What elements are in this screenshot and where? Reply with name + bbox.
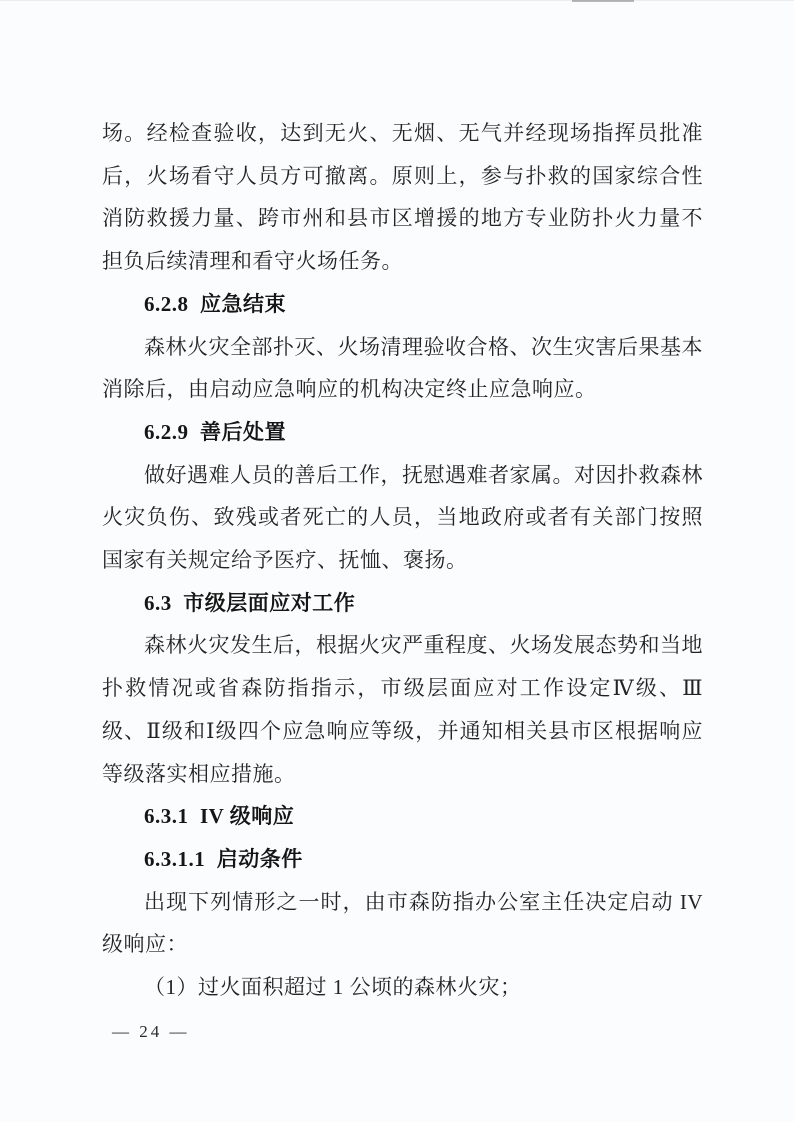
- section-heading-6-3-1-1-activation-conditions: 6.3.1.1 启动条件: [144, 846, 303, 871]
- body-paragraph-response-levels: 森林火灾发生后，根据火灾严重程度、火场发展态势和当地扑救情况或省森防指指示，市级层面应对工作设定Ⅳ级、Ⅲ级、Ⅱ级和Ⅰ级四个应急响应等级，并通知相关县市区根据响应等级落实相应措施。: [102, 633, 703, 786]
- section-heading-6-2-8-emergency-end: 6.2.8 应急结束: [144, 291, 286, 316]
- body-paragraph-emergency-termination: 森林火灾全部扑灭、火场清理验收合格、次生灾害后果基本消除后，由启动应急响应的机构决定终止应急响应。: [102, 334, 703, 402]
- body-paragraph-activation-decision: 出现下列情形之一时，由市森防指办公室主任决定启动 IV 级响应：: [102, 889, 703, 957]
- section-heading-6-2-9-aftermath: 6.2.9 善后处置: [144, 419, 286, 444]
- page-number: — 24 —: [112, 1022, 190, 1041]
- section-heading-6-3-1-level-iv-response: 6.3.1 IV 级响应: [144, 804, 295, 829]
- scan-edge-artifact: [572, 0, 634, 2]
- body-paragraph-victim-aftercare: 做好遇难人员的善后工作，抚慰遇难者家属。对因扑救森林火灾负伤、致残或者死亡的人员，当地政府或者有关部门按照国家有关规定给予医疗、抚恤、褒扬。: [102, 462, 703, 573]
- page-content: [102, 112, 703, 1009]
- section-heading-6-3-municipal-response: 6.3 市级层面应对工作: [144, 590, 356, 615]
- body-paragraph-condition-1: （1）过火面积超过 1 公顷的森林火灾；: [144, 975, 522, 1000]
- body-paragraph-fire-site-clearance: 场。经检查验收，达到无火、无烟、无气并经现场指挥员批准后，火场看守人员方可撤离。原则上，参与扑救的国家综合性消防救援力量、跨市州和县市区增援的地方专业防扑火力量不担负后续清理和看守火场任务。: [102, 121, 703, 274]
